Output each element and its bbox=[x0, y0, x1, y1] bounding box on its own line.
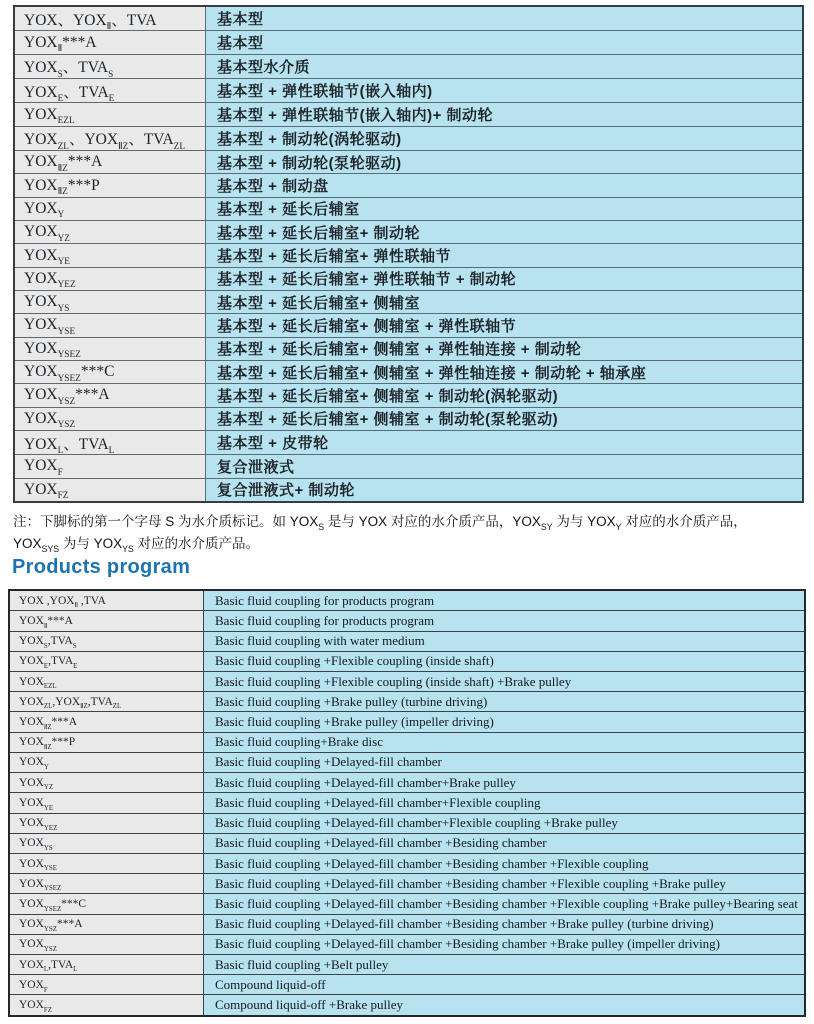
table-row bbox=[14, 31, 803, 54]
description-cell: Basic fluid coupling +Brake pulley (impeller driving) bbox=[204, 712, 806, 732]
description-cell: 基本型 + 延长后辅室+ 侧辅室 + 制动轮(涡轮驱动) bbox=[206, 384, 804, 407]
model-cell: $YOX_{YEZ}$ bbox=[9, 813, 204, 833]
subscript: L bbox=[57, 446, 64, 455]
table-row bbox=[14, 478, 803, 502]
table-row bbox=[9, 813, 805, 833]
description-cell: 基本型 + 弹性联轴节(嵌入轴内) bbox=[206, 79, 804, 103]
subscript: YEZ bbox=[43, 824, 58, 832]
model-cell: $YOX_E$、$TVA_E$ bbox=[14, 79, 206, 103]
table-row bbox=[14, 267, 803, 290]
model-cell: $YOX_{ⅡZ}***A$ bbox=[14, 151, 206, 174]
subscript: Y bbox=[57, 210, 65, 221]
table-row bbox=[9, 975, 805, 995]
model-cell: $YOX_Y$ bbox=[9, 752, 204, 772]
table-row bbox=[9, 955, 805, 975]
model-cell: $YOX_{YSZ}$ bbox=[14, 407, 206, 430]
subscript: F bbox=[57, 467, 63, 478]
description-cell: Basic fluid coupling for products program bbox=[204, 611, 806, 631]
subscript: YZ bbox=[43, 784, 54, 792]
subscript: Ⅱ bbox=[74, 602, 78, 610]
description-cell: Basic fluid coupling +Delayed-fill chamber+Brake pulley bbox=[204, 773, 806, 793]
description-cell: 基本型水介质 bbox=[206, 54, 804, 78]
subscript: Ⅱ bbox=[43, 622, 48, 630]
model-cell: $YOX_{YSEZ}***C$ bbox=[14, 360, 206, 383]
description-cell: Basic fluid coupling +Flexible coupling (inside shaft) +Brake pulley bbox=[204, 671, 806, 691]
table-row bbox=[14, 244, 803, 267]
description-cell: Basic fluid coupling +Delayed-fill chamber+Flexible coupling bbox=[204, 793, 806, 813]
table-row bbox=[9, 793, 805, 813]
model-cell: $YOX_{YSE}$ bbox=[9, 853, 204, 873]
subscript: ZL bbox=[57, 142, 69, 151]
description-cell: 基本型 bbox=[206, 31, 804, 54]
model-cell: $YOX_L$、$TVA_L$ bbox=[14, 430, 206, 454]
model-cell: $YOX_S$、$TVA_S$ bbox=[14, 54, 206, 78]
subscript: YSEZ bbox=[43, 885, 62, 893]
subscript: L bbox=[108, 446, 115, 455]
model-cell: $YOX_F$ bbox=[9, 975, 204, 995]
model-cell: $YOX_Y$ bbox=[14, 197, 206, 220]
table-row bbox=[14, 103, 803, 126]
products-table-chinese bbox=[13, 5, 804, 503]
subscript: YZ bbox=[57, 233, 70, 244]
model-cell: $YOX_{YSZ}***A$ bbox=[14, 384, 206, 407]
model-cell: $YOX_S,TVA_S$ bbox=[9, 631, 204, 651]
description-cell: 基本型 + 弹性联轴节(嵌入轴内)+ 制动轮 bbox=[206, 103, 804, 126]
model-cell: $YOX_Ⅱ***A$ bbox=[14, 31, 206, 54]
description-cell: 基本型 + 延长后辅室+ 侧辅室 + 弹性轴连接 + 制动轮 bbox=[206, 337, 804, 360]
table-row bbox=[14, 174, 803, 197]
table-row bbox=[9, 752, 805, 772]
table-row bbox=[9, 692, 805, 712]
table-row bbox=[9, 874, 805, 894]
description-cell: Basic fluid coupling +Delayed-fill chamber +Besiding chamber +Flexible coupling +Brake pulley+Bearing seat bbox=[204, 894, 806, 914]
subscript: ZL bbox=[43, 703, 53, 711]
subscript: Y bbox=[615, 522, 622, 533]
model-cell: $YOX_L,TVA_L$ bbox=[9, 955, 204, 975]
description-cell: 基本型 + 制动盘 bbox=[206, 174, 804, 197]
model-cell: $YOX_{EZL}$ bbox=[14, 103, 206, 126]
footnote-line-1: 注：下脚标的第一个字母 S 为水介质标记。如 $YOX_S$ 是与 YOX 对应的水介质产品，$YOX_{SY}$ 为与 $YOX_Y$ 对应的水介质产品， bbox=[13, 514, 747, 533]
description-cell: 基本型 + 皮带轮 bbox=[206, 430, 804, 454]
subscript: Y bbox=[43, 764, 49, 772]
model-cell: $YOX_{ⅡZ}***P$ bbox=[14, 174, 206, 197]
description-cell: Basic fluid coupling +Flexible coupling (inside shaft) bbox=[204, 651, 806, 671]
model-cell: $YOX_{ZL},YOX_{ⅡZ},TVA_{ZL}$ bbox=[9, 692, 204, 712]
subscript: ⅡZ bbox=[43, 723, 52, 731]
model-cell: $YOX_{YE}$ bbox=[9, 793, 204, 813]
subscript: ⅡZ bbox=[57, 187, 68, 198]
subscript: YSZ bbox=[57, 420, 76, 431]
subscript: YSZ bbox=[57, 396, 76, 407]
subscript: S bbox=[108, 69, 114, 79]
description-cell: Compound liquid-off +Brake pulley bbox=[204, 995, 806, 1016]
description-cell: 基本型 bbox=[206, 6, 804, 31]
description-cell: Basic fluid coupling +Delayed-fill chamber +Besiding chamber +Flexible coupling bbox=[204, 853, 806, 873]
subscript: ZL bbox=[112, 703, 122, 711]
table-row bbox=[9, 773, 805, 793]
products-table-english bbox=[8, 589, 806, 1017]
model-cell: $YOX_{YS}$ bbox=[9, 833, 204, 853]
table-row bbox=[14, 151, 803, 174]
subscript: FZ bbox=[43, 1006, 52, 1014]
model-cell: $YOX_{YS}$ bbox=[14, 291, 206, 314]
subscript: F bbox=[43, 986, 48, 994]
table-row bbox=[9, 914, 805, 934]
subscript: E bbox=[43, 663, 49, 670]
description-cell: Basic fluid coupling +Brake pulley (turbine driving) bbox=[204, 692, 806, 712]
subscript: ⅡZ bbox=[80, 703, 88, 711]
table-row bbox=[9, 611, 805, 631]
subscript: L bbox=[73, 966, 78, 974]
subscript: ⅡZ bbox=[43, 743, 52, 751]
subscript: YE bbox=[43, 804, 54, 812]
model-cell: $YOX_{YEZ}$ bbox=[14, 267, 206, 290]
table-row bbox=[9, 732, 805, 752]
model-cell: $YOX_{ZL}$、$YOX_{ⅡZ}$、$TVA_{ZL}$ bbox=[14, 126, 206, 150]
subscript: YSE bbox=[57, 327, 76, 338]
description-cell: Basic fluid coupling+Brake disc bbox=[204, 732, 806, 752]
model-cell: $YOX_{YSZ}***A$ bbox=[9, 914, 204, 934]
table-row bbox=[9, 671, 805, 691]
table-row bbox=[14, 430, 803, 454]
description-cell: 基本型 + 延长后辅室 bbox=[206, 197, 804, 220]
table-row bbox=[9, 934, 805, 954]
subscript: ZL bbox=[173, 142, 186, 151]
table-row bbox=[14, 384, 803, 407]
subscript: YE bbox=[57, 257, 70, 268]
description-cell: Compound liquid-off bbox=[204, 975, 806, 995]
table-row bbox=[14, 6, 803, 31]
subscript: S bbox=[72, 642, 77, 650]
table-row bbox=[9, 894, 805, 914]
subscript: YSE bbox=[43, 865, 57, 873]
description-cell: 基本型 + 延长后辅室+ 制动轮 bbox=[206, 221, 804, 244]
subscript: Ⅱ bbox=[106, 22, 112, 31]
subscript: FZ bbox=[57, 491, 69, 502]
subscript: EZL bbox=[43, 683, 57, 691]
model-cell: $YOX_{ⅡZ}***P$ bbox=[9, 732, 204, 752]
description-cell: 基本型 + 延长后辅室+ 侧辅室 bbox=[206, 291, 804, 314]
subscript: YS bbox=[43, 844, 53, 852]
subscript: YS bbox=[57, 303, 70, 314]
model-cell: $YOX_{YSEZ}$ bbox=[14, 337, 206, 360]
description-cell: Basic fluid coupling for products program bbox=[204, 590, 806, 611]
description-cell: 基本型 + 延长后辅室+ 弹性联轴节 bbox=[206, 244, 804, 267]
description-cell: 基本型 + 制动轮(涡轮驱动) bbox=[206, 126, 804, 150]
model-cell: $YOX_{FZ}$ bbox=[14, 478, 206, 502]
subscript: S bbox=[57, 69, 63, 79]
description-cell: Basic fluid coupling +Belt pulley bbox=[204, 955, 806, 975]
table-row bbox=[14, 314, 803, 337]
model-cell: $YOX_{YSZ}$ bbox=[9, 934, 204, 954]
description-cell: Basic fluid coupling +Delayed-fill chamber+Flexible coupling +Brake pulley bbox=[204, 813, 806, 833]
model-cell: $YOX_{YSEZ}$ bbox=[9, 874, 204, 894]
description-cell: 基本型 + 延长后辅室+ 侧辅室 + 制动轮(泵轮驱动) bbox=[206, 407, 804, 430]
table-row bbox=[14, 54, 803, 78]
model-cell: $YOX_{YSEZ}***C$ bbox=[9, 894, 204, 914]
subscript: ⅡZ bbox=[57, 163, 68, 174]
table-row bbox=[9, 712, 805, 732]
model-cell: $YOX_{ⅡZ}***A$ bbox=[9, 712, 204, 732]
subscript: S bbox=[318, 522, 325, 533]
subscript: SYS bbox=[41, 544, 60, 555]
description-cell: Basic fluid coupling +Delayed-fill chamber +Besiding chamber +Brake pulley (turbine driving) bbox=[204, 914, 806, 934]
table-row bbox=[14, 126, 803, 150]
model-cell: $YOX_{FZ}$ bbox=[9, 995, 204, 1016]
subscript: E bbox=[73, 663, 78, 670]
subscript: YSEZ bbox=[57, 373, 81, 384]
table-row bbox=[14, 197, 803, 220]
table-row bbox=[14, 79, 803, 103]
description-cell: Basic fluid coupling +Delayed-fill chamber +Besiding chamber +Brake pulley (impeller driving) bbox=[204, 934, 806, 954]
subscript: EZL bbox=[57, 116, 75, 127]
description-cell: Basic fluid coupling +Delayed-fill chamber bbox=[204, 752, 806, 772]
model-cell: YOX $,YOX_Ⅱ$ ,TVA bbox=[9, 590, 204, 611]
description-cell: Basic fluid coupling with water medium bbox=[204, 631, 806, 651]
subscript: SY bbox=[540, 522, 553, 533]
description-cell: 复合泄液式+ 制动轮 bbox=[206, 478, 804, 502]
description-cell: Basic fluid coupling +Delayed-fill chamber +Besiding chamber +Flexible coupling +Brake pulley bbox=[204, 874, 806, 894]
table-row bbox=[9, 631, 805, 651]
subscript: L bbox=[43, 966, 49, 974]
model-cell: $YOX_{YSE}$ bbox=[14, 314, 206, 337]
model-cell: $YOX_F$ bbox=[14, 455, 206, 478]
table-row bbox=[9, 590, 805, 611]
table-row bbox=[14, 407, 803, 430]
model-cell: $YOX_{YZ}$ bbox=[9, 773, 204, 793]
subscript: E bbox=[108, 94, 115, 103]
table-row bbox=[9, 853, 805, 873]
subscript: YS bbox=[122, 544, 134, 555]
subscript: Ⅱ bbox=[57, 44, 63, 55]
table-row bbox=[14, 291, 803, 314]
table-row bbox=[9, 651, 805, 671]
subscript: E bbox=[57, 94, 64, 103]
description-cell: 基本型 + 延长后辅室+ 侧辅室 + 弹性轴连接 + 制动轮 + 轴承座 bbox=[206, 360, 804, 383]
model-cell: $YOX_{YZ}$ bbox=[14, 221, 206, 244]
model-cell: $YOX_{EZL}$ bbox=[9, 671, 204, 691]
subscript: YSZ bbox=[43, 946, 57, 954]
table-row bbox=[14, 360, 803, 383]
subscript: YEZ bbox=[57, 280, 76, 291]
model-cell: $YOX_Ⅱ***A$ bbox=[9, 611, 204, 631]
description-cell: 基本型 + 延长后辅室+ 弹性联轴节 + 制动轮 bbox=[206, 267, 804, 290]
description-cell: 基本型 + 制动轮(泵轮驱动) bbox=[206, 151, 804, 174]
footnote bbox=[13, 511, 805, 555]
subscript: S bbox=[43, 642, 48, 650]
model-cell: $YOX_E,TVA_E$ bbox=[9, 651, 204, 671]
description-cell: 基本型 + 延长后辅室+ 侧辅室 + 弹性联轴节 bbox=[206, 314, 804, 337]
subscript: YSEZ bbox=[43, 905, 62, 913]
model-cell: $YOX_{YE}$ bbox=[14, 244, 206, 267]
subscript: YSEZ bbox=[57, 350, 81, 361]
footnote-line-2: $YOX_{SYS}$ 为与 $YOX_{YS}$ 对应的水介质产品。 bbox=[13, 536, 260, 555]
table-row bbox=[14, 455, 803, 478]
model-cell: YOX、$YOX_Ⅱ$、TVA bbox=[14, 6, 206, 31]
section-heading: Products program bbox=[12, 556, 191, 578]
table-row bbox=[14, 337, 803, 360]
description-cell: Basic fluid coupling +Delayed-fill chamber +Besiding chamber bbox=[204, 833, 806, 853]
subscript: YSZ bbox=[43, 925, 57, 933]
table-row bbox=[9, 995, 805, 1016]
table-row bbox=[9, 833, 805, 853]
table-row bbox=[14, 221, 803, 244]
description-cell: 复合泄液式 bbox=[206, 455, 804, 478]
subscript: ⅡZ bbox=[118, 142, 129, 151]
